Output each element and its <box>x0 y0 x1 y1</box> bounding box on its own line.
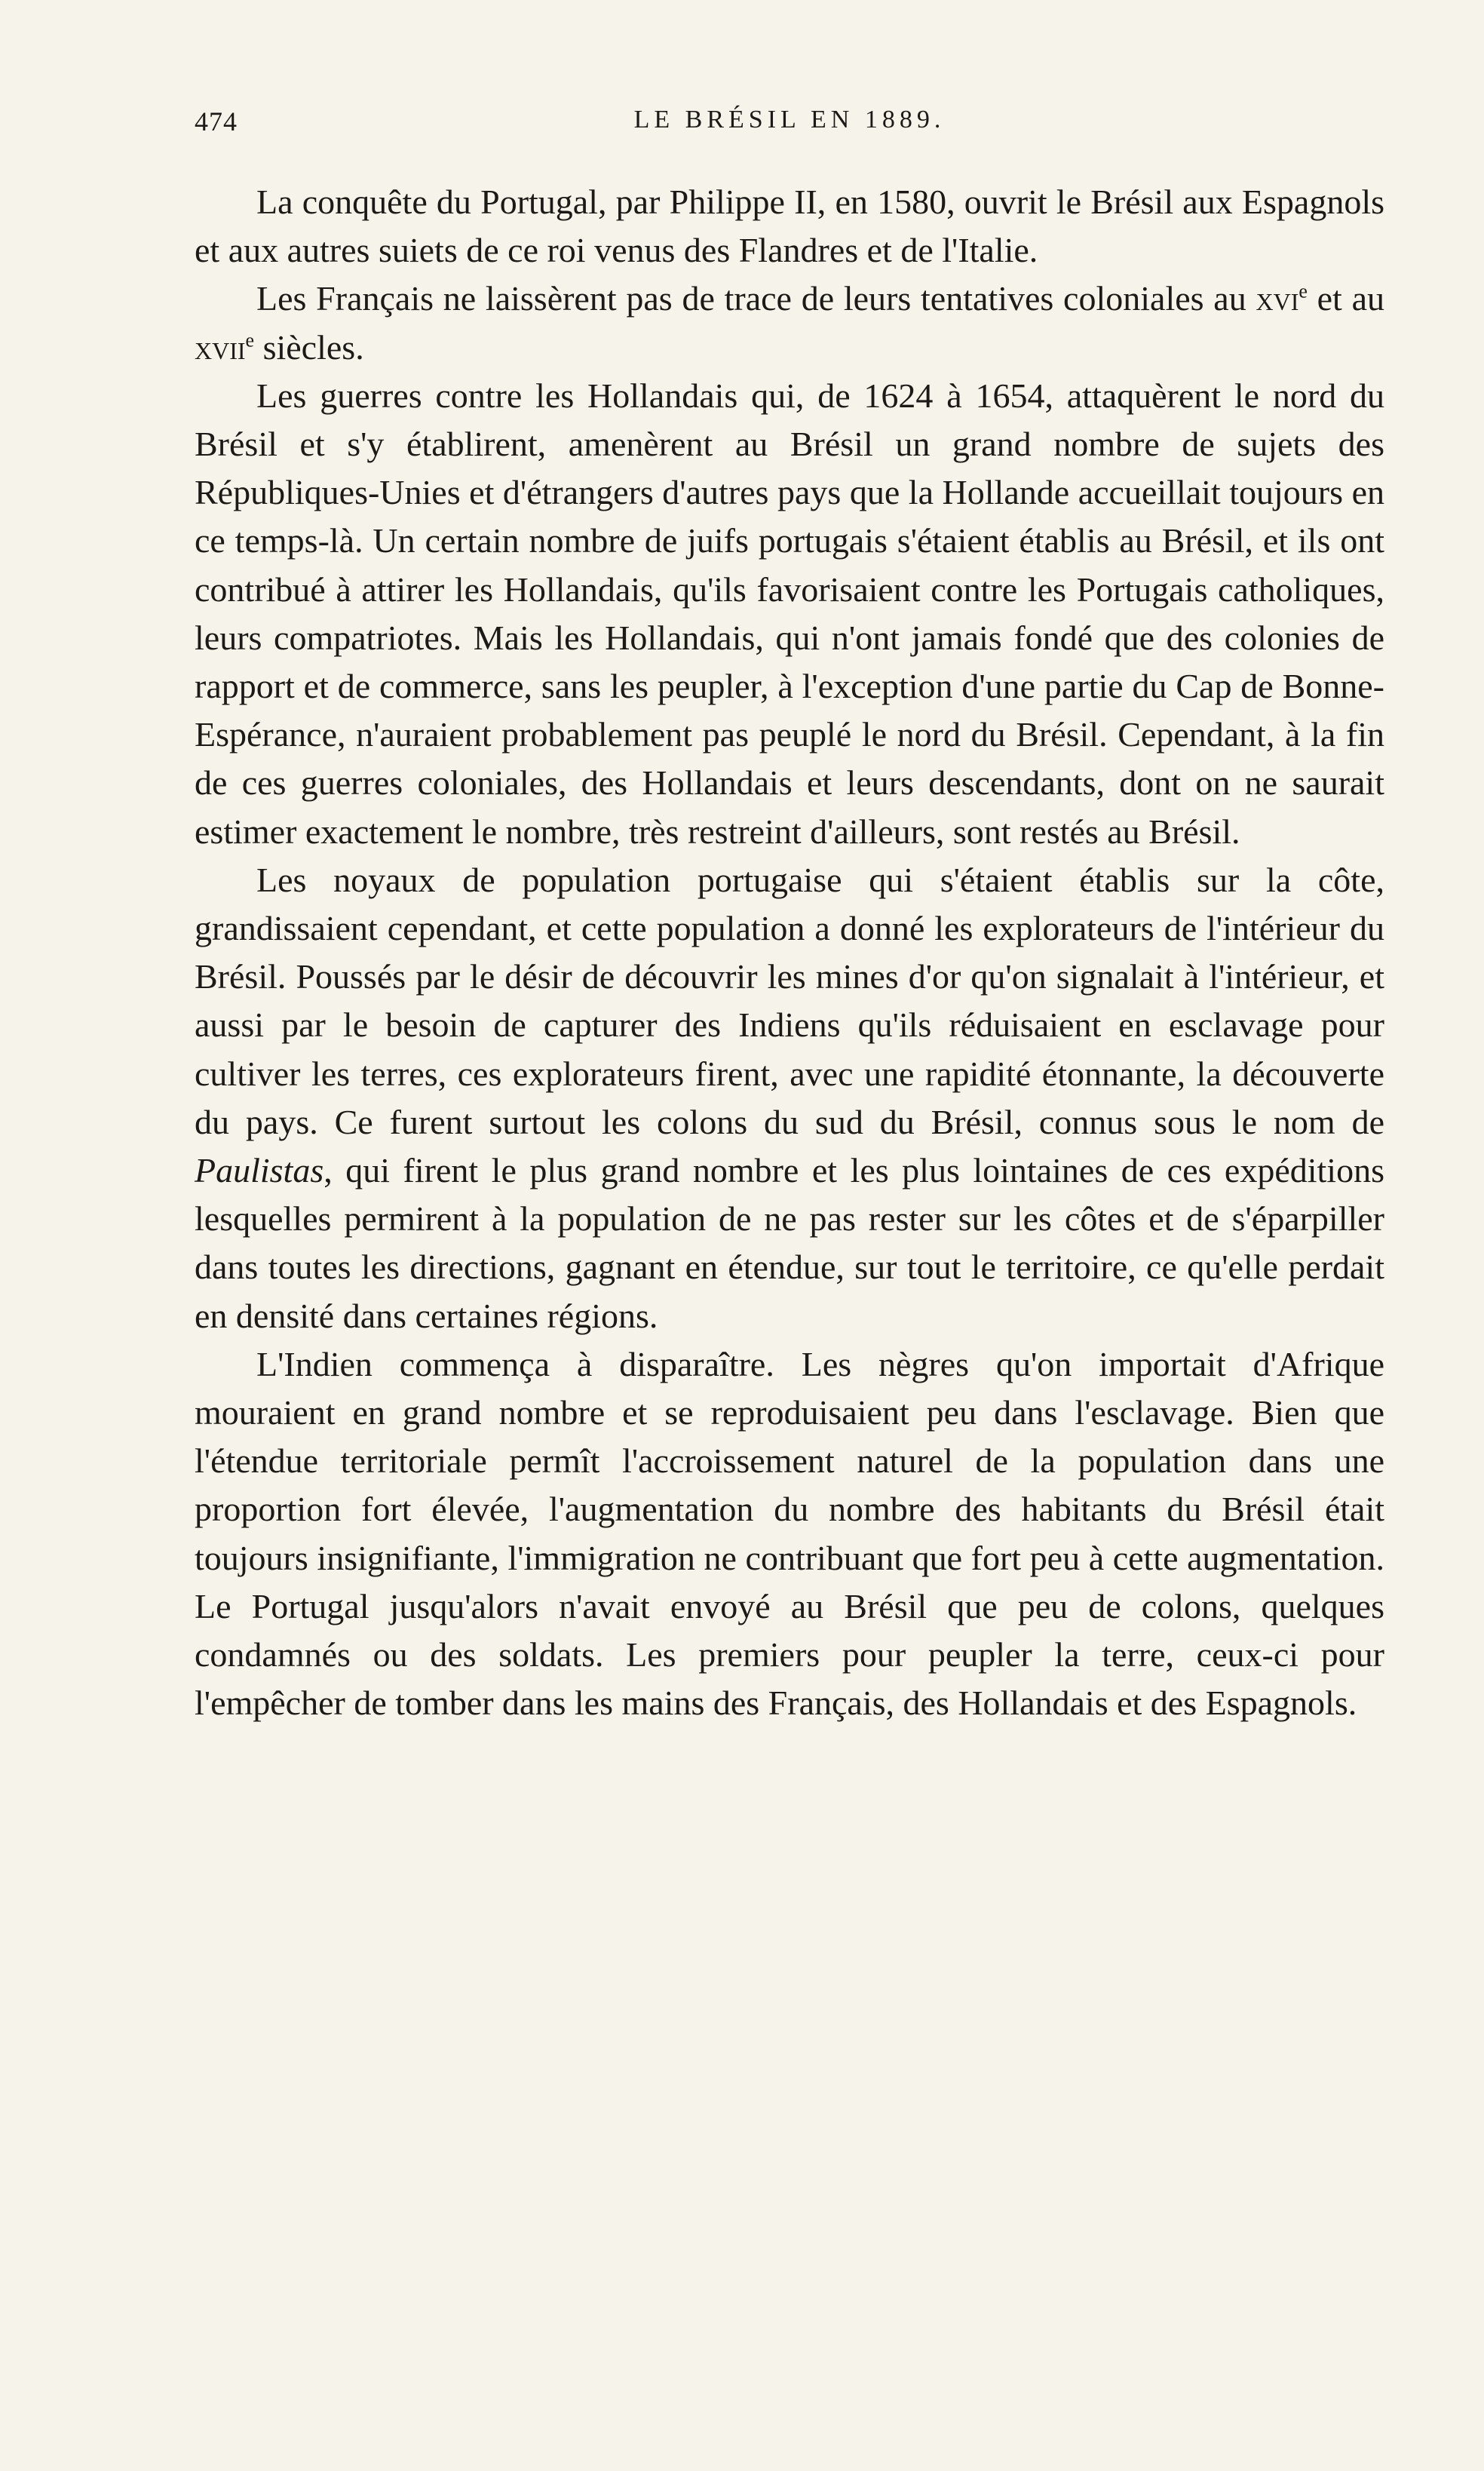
text-run: La conquête du Portugal, par Philippe II, en 1580, ouvrit le Brésil aux Espagnols et aux autres suiets de ce roi venus des Flandres et de l'Italie. <box>195 183 1384 270</box>
paragraph <box>195 275 1384 371</box>
running-head <box>195 106 1384 143</box>
paragraph <box>195 1340 1384 1728</box>
text-run: , qui firent le plus grand nombre et les plus lointaines de ces expéditions lesquelles permirent à la population de ne pas rester sur les côtes et de s'éparpiller dans toutes les directions, gagnant en étendue, sur tout le territoire, ce qu'elle perdait en densité dans certaines régions. <box>195 1151 1384 1335</box>
italic-term: Paulistas <box>195 1151 324 1190</box>
paragraph <box>195 856 1384 1340</box>
body-text <box>195 178 1384 1728</box>
superscript: e <box>245 329 255 351</box>
text-run: siècles. <box>254 327 364 367</box>
text-run: L'Indien commença à disparaître. Les nègres qu'on importait d'Afrique mouraient en grand nombre et se reproduisaient peu dans l'esclavage. Bien que l'étendue territoriale permît l'accroissement naturel de la population dans une proportion fort élevée, l'augmentation du nombre des habitants du Brésil était toujours insignifiante, l'immigration ne contribuant que fort peu à cette augmentation. Le Portugal jusqu'alors n'avait envoyé au Brésil que peu de colons, quelques condamnés ou des soldats. Les premiers pour peupler la terre, ceux-ci pour l'empêcher de tomber dans les mains des Français, des Hollandais et des Espagnols. <box>195 1344 1384 1723</box>
text-run: Les guerres contre les Hollandais qui, de 1624 à 1654, attaquèrent le nord du Brésil et s'y établirent, amenèrent au Brésil un grand nombre de sujets des Républiques-Unies et d'étrangers d'autres pays que la Hollande accueillait toujours en ce temps-là. Un certain nombre de juifs portugais s'étaient établis au Brésil, et ils ont contribué à attirer les Hollandais, qu'ils favorisaient contre les Portugais catholiques, leurs compatriotes. Mais les Hollandais, qui n'ont jamais fondé que des colonies de rapport et de commerce, sans les peupler, à l'exception d'une partie du Cap de Bonne-Espérance, n'auraient probablement pas peuplé le nord du Brésil. Cependant, à la fin de ces guerres coloniales, des Hollandais et leurs descendants, dont on ne saurait estimer exactement le nombre, très restreint d'ailleurs, sont restés au Brésil. <box>195 376 1384 851</box>
paragraph <box>195 372 1384 856</box>
text-run: Les noyaux de population portugaise qui s'étaient établis sur la côte, grandissaient cependant, et cette population a donné les explorateurs de l'intérieur du Brésil. Poussés par le désir de découvrir les mines d'or qu'on signalait à l'intérieur, et aussi par le besoin de capturer des Indiens qu'ils réduisaient en esclavage pour cultiver les terres, ces explorateurs firent, avec une rapidité étonnante, la découverte du pays. Ce furent surtout les colons du sud du Brésil, connus sous le nom de <box>195 860 1384 1141</box>
text-run: et au <box>1307 279 1385 318</box>
superscript: e <box>1298 281 1308 303</box>
paragraph <box>195 178 1384 275</box>
text-run: Les Français ne laissèrent pas de trace de leurs tentatives coloniales au <box>256 279 1256 318</box>
page-number: 474 <box>195 106 238 137</box>
running-title: LE BRÉSIL EN 1889. <box>633 106 946 134</box>
roman-numeral: xvii <box>195 327 246 367</box>
roman-numeral: xvi <box>1256 279 1299 318</box>
